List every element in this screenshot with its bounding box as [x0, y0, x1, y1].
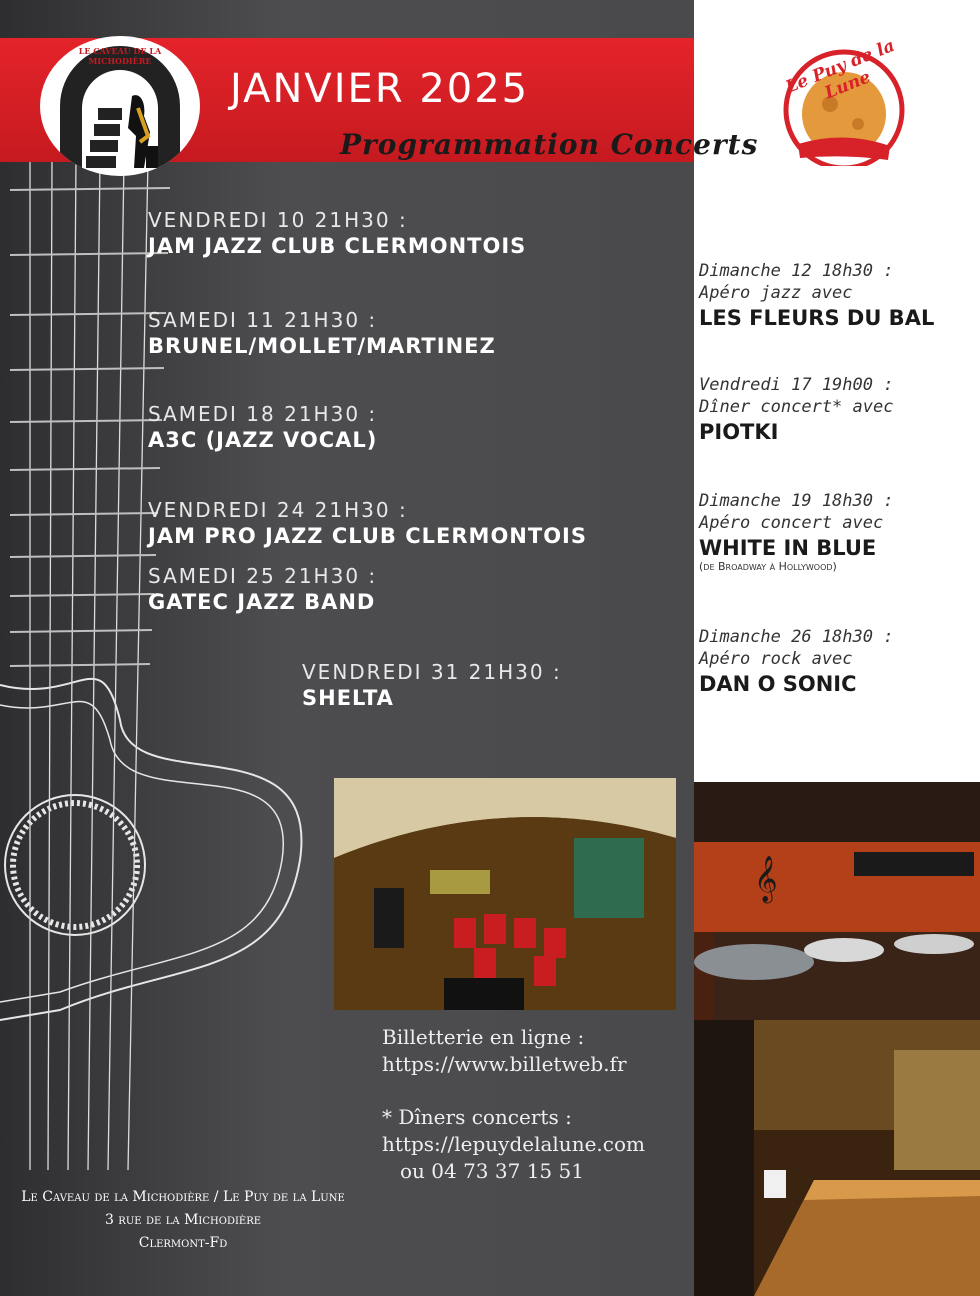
event-name: JAM JAZZ CLUB CLERMONTOIS — [148, 234, 527, 258]
address-line: Le Caveau de la Michodière / Le Puy de la Lune — [21, 1189, 345, 1205]
event-date: VENDREDI 24 21H30 : — [148, 498, 408, 522]
event-date: VENDREDI 31 21H30 : — [302, 660, 562, 684]
lune-event — [699, 374, 893, 444]
puy-de-la-lune-logo — [760, 34, 928, 166]
event-name: GATEC JAZZ BAND — [148, 590, 376, 614]
event-note: (de Broadway à Hollywood) — [699, 560, 837, 573]
ticket-url[interactable]: https://www.billetweb.fr — [382, 1052, 627, 1076]
diner-label: * Dîners concerts : — [382, 1105, 572, 1129]
event-name: SHELTA — [302, 686, 394, 710]
event-name: BRUNEL/MOLLET/MARTINEZ — [148, 334, 496, 358]
event-desc: Apéro jazz avec — [699, 283, 853, 303]
caveau-event — [148, 498, 587, 548]
event-desc: Apéro rock avec — [699, 649, 853, 669]
restaurant-photo — [694, 782, 980, 1020]
event-desc: Apéro concert avec — [699, 513, 884, 533]
caveau-logo — [40, 36, 200, 176]
puy-logo-text: Le Puy de la Lune — [782, 35, 898, 104]
caveau-event — [148, 308, 496, 358]
caveau-event — [148, 564, 377, 614]
event-name: LES FLEURS DU BAL — [699, 306, 935, 330]
event-date: Dimanche 19 18h30 : — [699, 491, 894, 511]
ticket-label: Billetterie en ligne : — [382, 1025, 585, 1049]
event-date: Dimanche 12 18h30 : — [699, 261, 894, 281]
event-name: A3C (JAZZ VOCAL) — [148, 428, 378, 452]
phone-number: ou 04 73 37 15 51 — [400, 1159, 584, 1183]
event-date: Vendredi 17 19h00 : — [699, 375, 894, 395]
lune-event — [699, 260, 934, 330]
event-date: Dimanche 26 18h30 : — [699, 627, 894, 647]
event-date: SAMEDI 18 21H30 : — [148, 402, 378, 426]
address-block — [0, 1186, 366, 1255]
event-date: SAMEDI 11 21H30 : — [148, 308, 378, 332]
event-desc: Dîner concert* avec — [699, 397, 894, 417]
caveau-photo — [334, 778, 676, 1010]
event-name: JAM PRO JAZZ CLUB CLERMONTOIS — [148, 524, 587, 548]
lune-event — [699, 626, 893, 696]
page-subtitle: Programmation Concerts — [340, 128, 759, 161]
event-date: SAMEDI 25 21H30 : — [148, 564, 378, 588]
bar-photo — [694, 1020, 980, 1296]
ticketing-info — [382, 1024, 645, 1185]
caveau-event — [302, 660, 562, 710]
caveau-event — [148, 208, 526, 258]
event-name: WHITE IN BLUE — [699, 536, 877, 560]
caveau-event — [148, 402, 377, 452]
event-name: PIOTKI — [699, 420, 779, 444]
caveau-logo-text: LE CAVEAU DE LA MICHODIÈRE — [78, 46, 162, 66]
page-title: JANVIER 2025 — [230, 66, 530, 112]
event-name: DAN O SONIC — [699, 672, 857, 696]
diner-url[interactable]: https://lepuydelalune.com — [382, 1132, 645, 1156]
address-line: Clermont-Fd — [138, 1235, 228, 1251]
event-date: VENDREDI 10 21H30 : — [148, 208, 408, 232]
address-line: 3 rue de la Michodière — [104, 1212, 262, 1228]
lune-event — [699, 490, 893, 573]
svg-text:𝄞: 𝄞 — [754, 856, 778, 902]
